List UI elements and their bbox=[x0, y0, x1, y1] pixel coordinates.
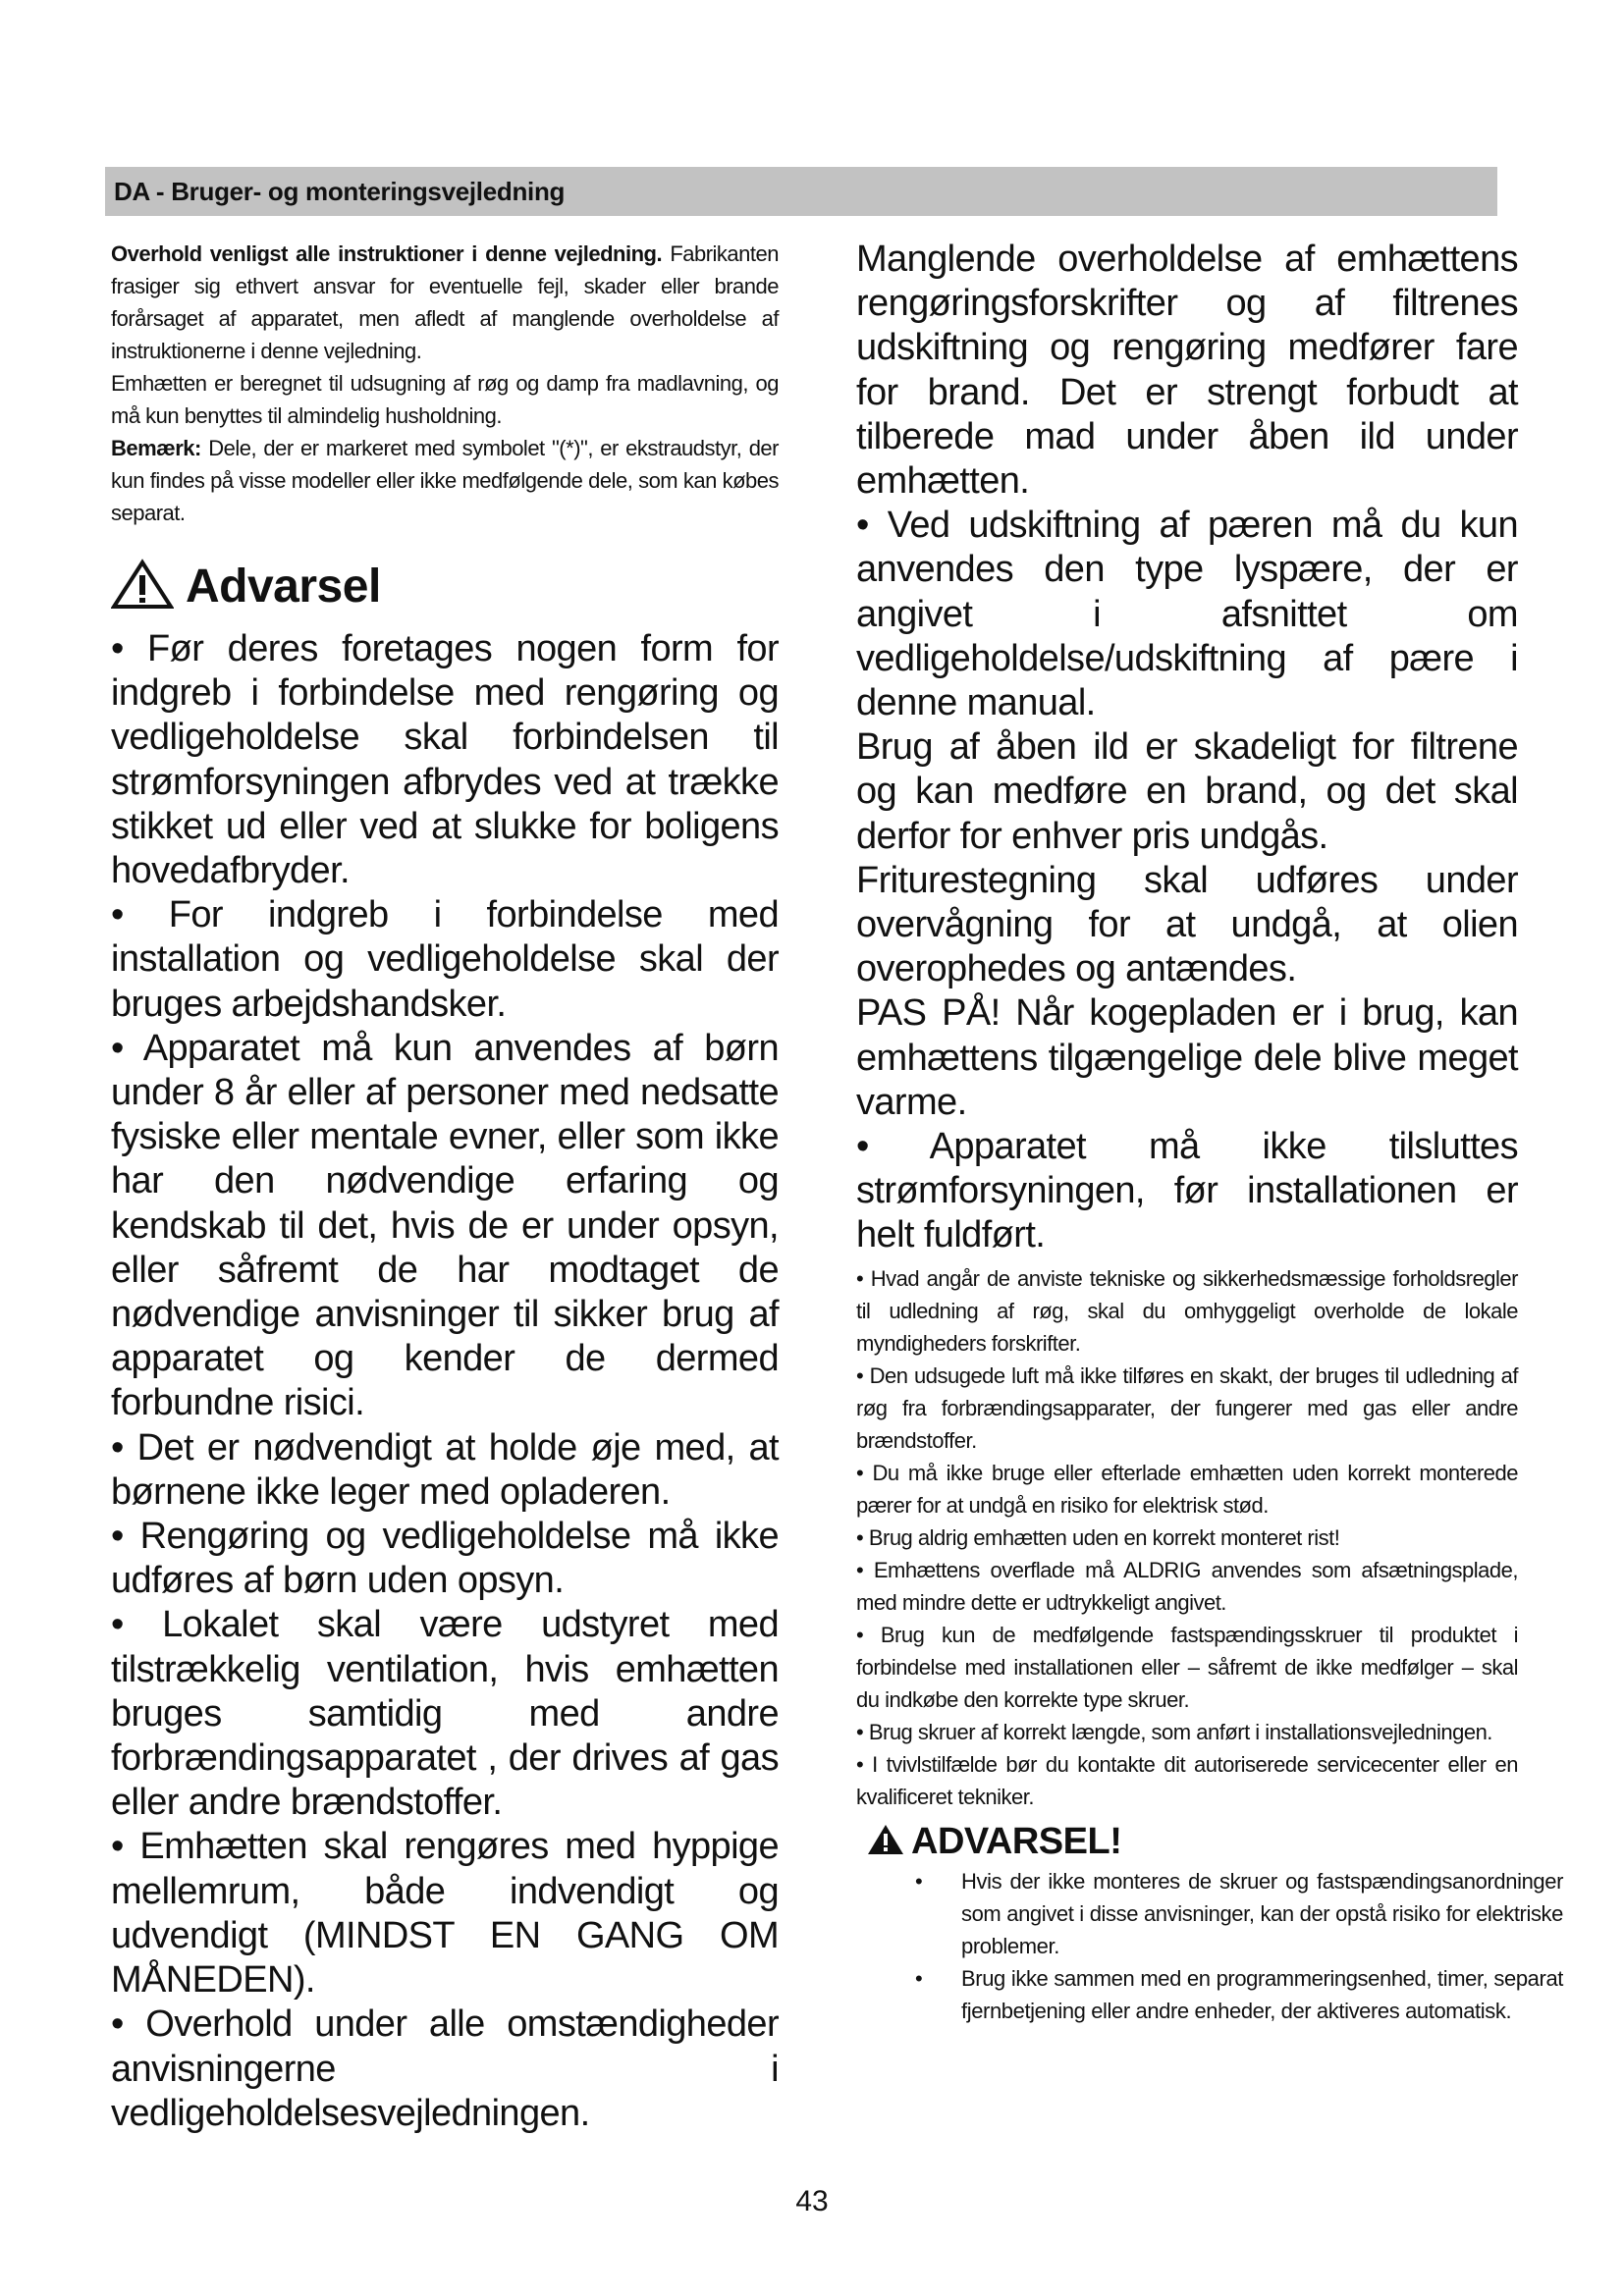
intro-text: Fabrikanten frasiger sig ethvert ansvar for eventuelle fejl, skader eller brande forårsaget af apparatet, men afledt af manglende overholdelse af instruktionerne i denne vejledning. bbox=[111, 241, 779, 363]
page-number: 43 bbox=[795, 2185, 829, 2217]
warning-bullet: • Apparatet må kun anvendes af børn under 8 år eller af personer med nedsatte fysiske eller mentale evner, eller som ikke har den nødvendige erfaring og kendskab til det, hvis de er under opsyn, eller såfremt de har modtaget de nødvendige anvisninger til sikker brug af apparatet og kender de dermed forbundne risici. bbox=[111, 1027, 779, 1424]
document-title: DA - Bruger- og monteringsvejledning bbox=[114, 177, 566, 206]
advarsel-item-text: Brug ikke sammen med en programmeringsenhed, timer, separat fjernbetjening eller andre enheder, der aktiveres automatisk. bbox=[961, 1965, 1563, 2023]
advarsel-heading bbox=[866, 1820, 1518, 1865]
safety-item: • Brug aldrig emhætten uden en korrekt monteret rist! bbox=[856, 1524, 1340, 1550]
safety-item: • Hvad angår de anviste tekniske og sikkerhedsmæssige forholdsregler til udledning af røg, skal du omhyggeligt overholde de lokale myndigheders forskrifter. bbox=[856, 1265, 1518, 1356]
warning-title: Advarsel bbox=[186, 560, 381, 613]
safety-item: • Den udsugede luft må ikke tilføres en skakt, der bruges til udledning af røg fra forbrændingsapparater, der fungerer med gas eller andre brændstoffer. bbox=[856, 1362, 1518, 1453]
bullet-icon: • bbox=[915, 1965, 923, 1991]
warning-bullet: • Lokalet skal være udstyret med tilstrækkelig ventilation, hvis emhætten bruges samtidig med andre forbrændingsapparatet , der drives af gas eller andre brændstoffer. bbox=[111, 1604, 779, 1824]
safety-item: • Du må ikke bruge eller efterlade emhætten uden korrekt monterede pærer for at undgå en risiko for elektrisk stød. bbox=[856, 1460, 1518, 1518]
bullet-icon: • bbox=[915, 1868, 923, 1894]
open-flame-paragraph: Brug af åben ild er skadeligt for filtrene og kan medføre en brand, og det skal derfor for enhver pris undgås. bbox=[856, 726, 1518, 857]
right-column bbox=[856, 238, 1563, 2027]
hot-parts-paragraph: PAS PÅ! Når kogepladen er i brug, kan emhættens tilgængelige dele blive meget varme. bbox=[856, 992, 1518, 1123]
warning-bullet: • Før deres foretages nogen form for indgreb i forbindelse med rengøring og vedligeholdelse skal forbindelsen til strømforsyningen afbrydes ved at trække stikket ud eller ved at slukke for boligens hovedafbryder. bbox=[111, 628, 779, 892]
header-bar bbox=[105, 167, 1497, 216]
warning-bullet: • Det er nødvendigt at holde øje med, at børnene ikke leger med opladeren. bbox=[111, 1426, 779, 1513]
warning-bullet: • Rengøring og vedligeholdelse må ikke udføres af børn uden opsyn. bbox=[111, 1516, 779, 1602]
intro-paragraph bbox=[111, 238, 779, 367]
advarsel-list bbox=[915, 1865, 1563, 2027]
warning-bullet: • Overhold under alle omstændigheder anvisningerne i vedligeholdelsesvejledningen. bbox=[111, 2003, 779, 2134]
warning-heading bbox=[111, 547, 779, 625]
warning-bullet: • For indgreb i forbindelse med installation og vedligeholdelse skal der bruges arbejdshandsker. bbox=[111, 894, 779, 1025]
bulb-paragraph: • Ved udskiftning af pæren må du kun anvendes den type lyspære, der er angivet i afsnittet om vedligeholdelse/udskiftning af pære i denne manual. bbox=[856, 505, 1518, 724]
safety-item: • Brug skruer af korrekt længde, som anført i installationsvejledningen. bbox=[856, 1719, 1492, 1744]
intro-bold-text: Overhold venligst alle instruktioner i denne vejledning. bbox=[111, 241, 663, 266]
advarsel-title: ADVARSEL! bbox=[911, 1821, 1122, 1863]
safety-item: • Emhættens overflade må ALDRIG anvendes som afsætningsplade, med mindre dette er udtrykkeligt angivet. bbox=[856, 1557, 1518, 1615]
left-column bbox=[111, 238, 779, 2136]
advarsel-item bbox=[915, 1865, 1563, 1962]
deep-frying-paragraph: Friturestegning skal udføres under overvågning for at undgå, at olien overophedes og antændes. bbox=[856, 859, 1518, 990]
connection-paragraph: • Apparatet må ikke tilsluttes strømforsyningen, før installationen er helt fuldført. bbox=[856, 1126, 1518, 1256]
fire-risk-paragraph: Manglende overholdelse af emhættens rengøringsforskrifter og af filtrenes udskiftning og rengøring medfører fare for brand. Det er strengt forbudt at tilberede mad under åben ild under emhætten. bbox=[856, 239, 1518, 503]
advarsel-item-text: Hvis der ikke monteres de skruer og fastspændingsanordninger som angivet i disse anvisninger, kan der opstå risiko for elektriske problemer. bbox=[961, 1868, 1563, 1958]
safety-item: • I tvivlstilfælde bør du kontakte dit autoriserede servicecenter eller en kvalificeret tekniker. bbox=[856, 1751, 1518, 1809]
warning-triangle-icon bbox=[866, 1823, 905, 1861]
note-text: Dele, der er markeret med symbolet "(*)", er ekstraudstyr, der kun findes på visse modeller eller ikke medfølgende dele, som kan købes separat. bbox=[111, 436, 779, 525]
warning-triangle-icon bbox=[111, 559, 174, 614]
usage-paragraph: Emhætten er beregnet til udsugning af røg og damp fra madlavning, og må kun benyttes til almindelig husholdning. bbox=[111, 371, 779, 428]
note-label: Bemærk: bbox=[111, 436, 201, 460]
advarsel-item bbox=[915, 1962, 1563, 2027]
warning-bullet: • Emhætten skal rengøres med hyppige mellemrum, både indvendigt og udvendigt (MINDST EN GANG OM MÅNEDEN). bbox=[111, 1826, 779, 2002]
note-paragraph bbox=[111, 432, 779, 529]
safety-item: • Brug kun de medfølgende fastspændingsskruer til produktet i forbindelse med installationen eller – såfremt de ikke medfølger – skal du indkøbe den korrekte type skruer. bbox=[856, 1622, 1518, 1712]
